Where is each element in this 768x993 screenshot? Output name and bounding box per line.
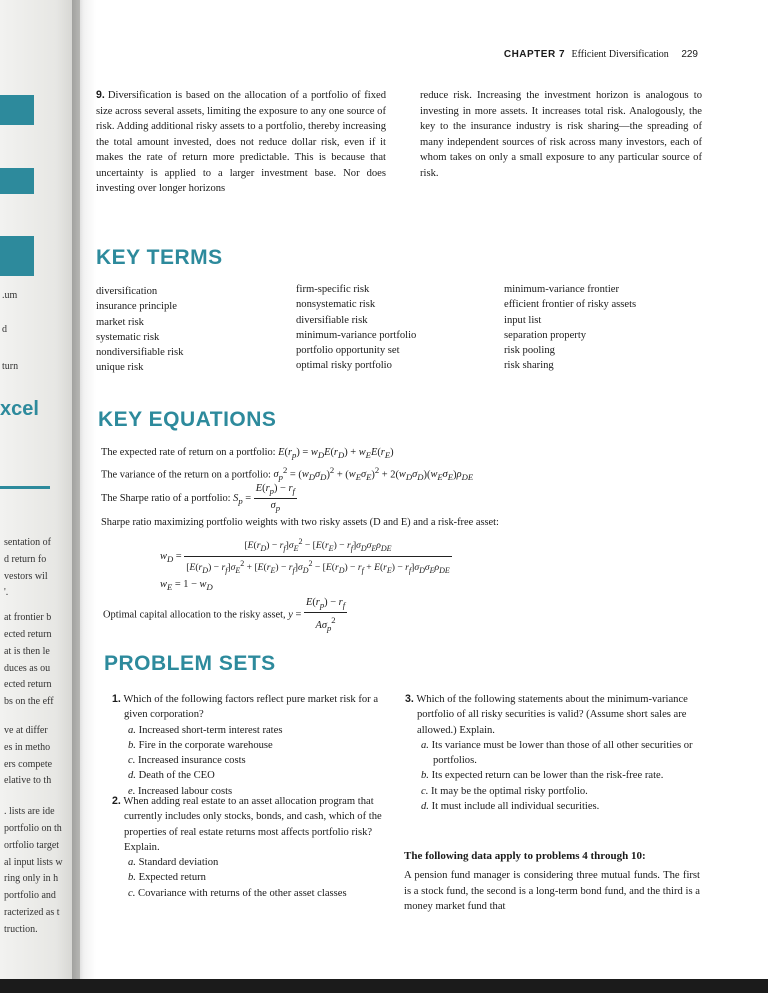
option-letter: a. — [128, 857, 136, 869]
option-text: Increased insurance costs — [138, 755, 246, 767]
left-page-rule — [0, 486, 50, 489]
option-text: Increased labour costs — [138, 785, 233, 797]
key-term: nonsystematic risk — [296, 299, 376, 311]
left-page-fragment: ected return — [4, 629, 52, 640]
problem-option — [112, 855, 390, 870]
equation-label: Optimal capital allocation to the risky asset, — [103, 609, 286, 621]
key-term: input list — [504, 314, 542, 326]
left-page-fragment: racterized as t — [4, 907, 60, 918]
optimal-weight-wd-equation: $w_D$ = $[E(r_D) - r_f]\sigma_E^2 - [E(r_E) - r_f]\sigma_D\sigma_E\rho_{DE}$ $[E(r_D) - r_f]\sigma_E^2 + [E(r_E) - r_f]\sigma_D^2 - [E(r_D) - r_f + E(r_E) - r_f]\sigma_D\sigma_E\rho_{DE}$ — [160, 537, 450, 576]
left-page-fragment: ortfolio target — [4, 839, 60, 851]
option-letter: b. — [128, 739, 136, 751]
left-page-fragment: ers compete — [4, 758, 53, 770]
left-page-fragment: turn — [2, 361, 19, 372]
option-text: Increased short-term interest rates — [138, 724, 283, 736]
problem-option — [405, 784, 701, 799]
option-letter: b. — [421, 770, 429, 782]
book-spine-shadow — [72, 0, 96, 993]
summary-number: 9. — [96, 89, 105, 101]
option-letter: c. — [421, 785, 429, 797]
running-header — [504, 49, 698, 60]
equation-label: The Sharpe ratio of a portfolio: — [101, 492, 231, 504]
left-page-margin — [0, 0, 80, 993]
optimal-allocation-equation: Optimal capital allocation to the risky asset, y = $\frac{E(r_p) - r_f}{A\sigma_p^2}$ — [103, 597, 346, 633]
option-text: It may be the optimal risky portfolio. — [431, 785, 588, 797]
option-text: Its variance must be lower than those of all other securities or portfolios. — [431, 739, 693, 767]
option-text: It must include all individual securities. — [431, 801, 600, 813]
option-text: Fire in the corporate warehouse — [138, 739, 273, 751]
portfolio-variance-equation: The variance of the return on a portfolio: $\sigma_p^2 = (w_D\sigma_D)^2 + (w_E\sigma_E)^2 + 2(w_D\sigma_D)(w_E\sigma_E)\rho_{DE}$ — [101, 465, 474, 483]
left-page-fragment: al input lists w — [4, 856, 63, 868]
left-page-fragment: ve at differ — [4, 725, 48, 736]
key-terms-heading: KEY TERMS — [96, 246, 223, 269]
left-page-fragment: sentation of — [4, 537, 51, 548]
problem-stem-text: When adding real estate to an asset allocation program that currently includes only stocks, bonds, and cash, which of the properties of real estate returns most affects portfolio risk? Explain. — [123, 796, 382, 853]
problem-number: 3. — [405, 693, 414, 705]
key-terms-column-1 — [96, 284, 183, 376]
left-page-fragment: duces as ou — [4, 662, 51, 674]
chapter-title: Efficient Diversification — [571, 49, 669, 60]
left-page-fragment: .um — [2, 290, 18, 301]
problem-option — [405, 738, 701, 769]
option-letter: c. — [128, 755, 136, 767]
problem-option — [112, 738, 390, 753]
option-text: Covariance with returns of the other asset classes — [138, 887, 347, 899]
left-page-fragment: vestors wil — [4, 570, 48, 582]
key-equations-heading: KEY EQUATIONS — [98, 408, 277, 431]
summary-item-9-right: reduce risk. Increasing the investment horizon is analogous to investing in more assets. It increases total risk. Analogously, the key to the insurance industry is risk sharing—the spreading of many independent sources of risk across many investors, each of whom takes on only a small exposure to any particular source of risk. — [420, 90, 702, 179]
problem-stem-text: Which of the following statements about the minimum-variance portfolio of all risky securities is valid? (Assume short sales are allowed.) Explain. — [416, 694, 688, 736]
key-term: nondiversifiable risk — [96, 347, 184, 359]
left-page-fragment: d — [2, 324, 7, 335]
data-note-heading: The following data apply to problems 4 through 10: — [404, 850, 646, 862]
problem-stem — [112, 692, 390, 723]
option-letter: c. — [128, 887, 136, 899]
left-page-fragment: '. — [4, 587, 9, 599]
key-term: portfolio opportunity set — [296, 345, 400, 357]
key-term: minimum-variance frontier — [504, 284, 620, 295]
key-term: firm-specific risk — [296, 284, 370, 295]
problem-option — [405, 768, 701, 783]
option-text: Its expected return can be lower than the risk-free rate. — [431, 770, 664, 782]
summary-item-9-left — [96, 88, 386, 197]
data-note-text: A pension fund manager is considering three mutual funds. The first is a stock fund, the second is a long-term bond fund, and the third is a money market fund that — [404, 870, 700, 912]
left-page-fragment: portfolio on th — [4, 823, 62, 834]
left-page-fragment: at frontier b — [4, 612, 52, 624]
key-term: diversification — [96, 286, 158, 297]
left-page-fragment: portfolio and — [4, 890, 56, 902]
key-term: systematic risk — [96, 331, 160, 343]
problem-option — [405, 799, 701, 814]
problem-stem — [112, 794, 390, 855]
equation-label: The variance of the return on a portfolio: — [101, 469, 271, 481]
option-letter: b. — [128, 872, 136, 884]
key-term: separation property — [504, 329, 587, 341]
left-page-teal-block — [0, 95, 34, 125]
chapter-label: CHAPTER 7 — [503, 49, 566, 60]
expected-return-equation: The expected rate of return on a portfolio: $E(r_p) = w_DE(r_D) + w_EE(r_E)$ — [101, 447, 394, 461]
summary-text-left: Diversification is based on the allocation of a portfolio of fixed size across several assets, limiting the exposure to any one source of risk. Adding additional risky assets to a portfolio, thereby increasing the total amount invested, does not reduce dollar risk, even if it makes the rate of return more predictable. This is because that uncertainty is applied to a larger investment base. Nor does investing over longer horizons — [96, 90, 386, 194]
problem-sets-heading: PROBLEM SETS — [104, 652, 276, 675]
option-letter: d. — [421, 801, 429, 813]
key-terms-column-2 — [296, 282, 416, 374]
left-page-fragment: . lists are ide — [4, 806, 55, 818]
option-letter: a. — [128, 724, 136, 736]
problem-1 — [112, 692, 390, 799]
left-page-excel-heading: xcel — [0, 398, 39, 420]
option-text: Expected return — [138, 872, 206, 884]
left-page-fragment: ring only in h — [4, 873, 59, 885]
key-term: efficient frontier of risky assets — [504, 299, 637, 311]
problem-stem-text: Which of the following factors reflect pure market risk for a given corporation? — [123, 694, 379, 721]
left-page-fragment: bs on the eff — [4, 696, 54, 708]
left-page-fragment: d return fo — [4, 553, 47, 565]
key-term: diversifiable risk — [296, 314, 368, 326]
weights-label: Sharpe ratio maximizing portfolio weights with two risky assets (D and E) and a risk-free asset: — [101, 517, 499, 528]
key-term: market risk — [96, 316, 144, 328]
key-terms-column-3 — [504, 282, 636, 374]
key-term: optimal risky portfolio — [296, 360, 392, 372]
option-text: Standard deviation — [138, 857, 219, 869]
problem-option — [112, 753, 390, 768]
left-page-fragment: truction. — [4, 923, 38, 935]
left-page-fragment: ected return — [4, 679, 52, 691]
key-term: minimum-variance portfolio — [296, 329, 417, 341]
sharpe-ratio-equation: The Sharpe ratio of a portfolio: $S_p$ = $\frac{E(r_p) - r_f}{\sigma_p}$ — [101, 483, 295, 514]
left-page-fragment: elative to th — [4, 775, 52, 787]
left-page-teal-block — [0, 168, 34, 194]
equation-label: The expected rate of return on a portfolio: — [101, 447, 276, 458]
problem-stem — [405, 692, 701, 738]
problem-option — [112, 768, 390, 783]
problem-2 — [112, 794, 390, 901]
weight-we-equation: $w_E = 1 - w_D$ — [160, 579, 213, 593]
left-page-fragment: es in metho — [4, 741, 51, 753]
option-letter: d. — [128, 770, 136, 782]
left-page-fragment: at is then le — [4, 645, 50, 657]
option-text: Death of the CEO — [138, 770, 215, 782]
key-term: insurance principle — [96, 301, 177, 313]
scan-bottom-edge — [0, 979, 768, 993]
problem-3 — [405, 692, 701, 814]
key-term: risk pooling — [504, 345, 555, 357]
key-term: risk sharing — [504, 360, 554, 372]
problem-option — [112, 870, 390, 885]
key-term: unique risk — [96, 362, 144, 374]
option-letter: e. — [128, 785, 136, 797]
page-number: 229 — [681, 49, 698, 60]
option-letter: a. — [421, 739, 429, 751]
problem-number: 1. — [112, 693, 121, 705]
problem-option — [112, 723, 390, 738]
problem-number: 2. — [112, 795, 121, 807]
problem-option — [112, 886, 390, 901]
left-page-teal-block — [0, 236, 34, 276]
